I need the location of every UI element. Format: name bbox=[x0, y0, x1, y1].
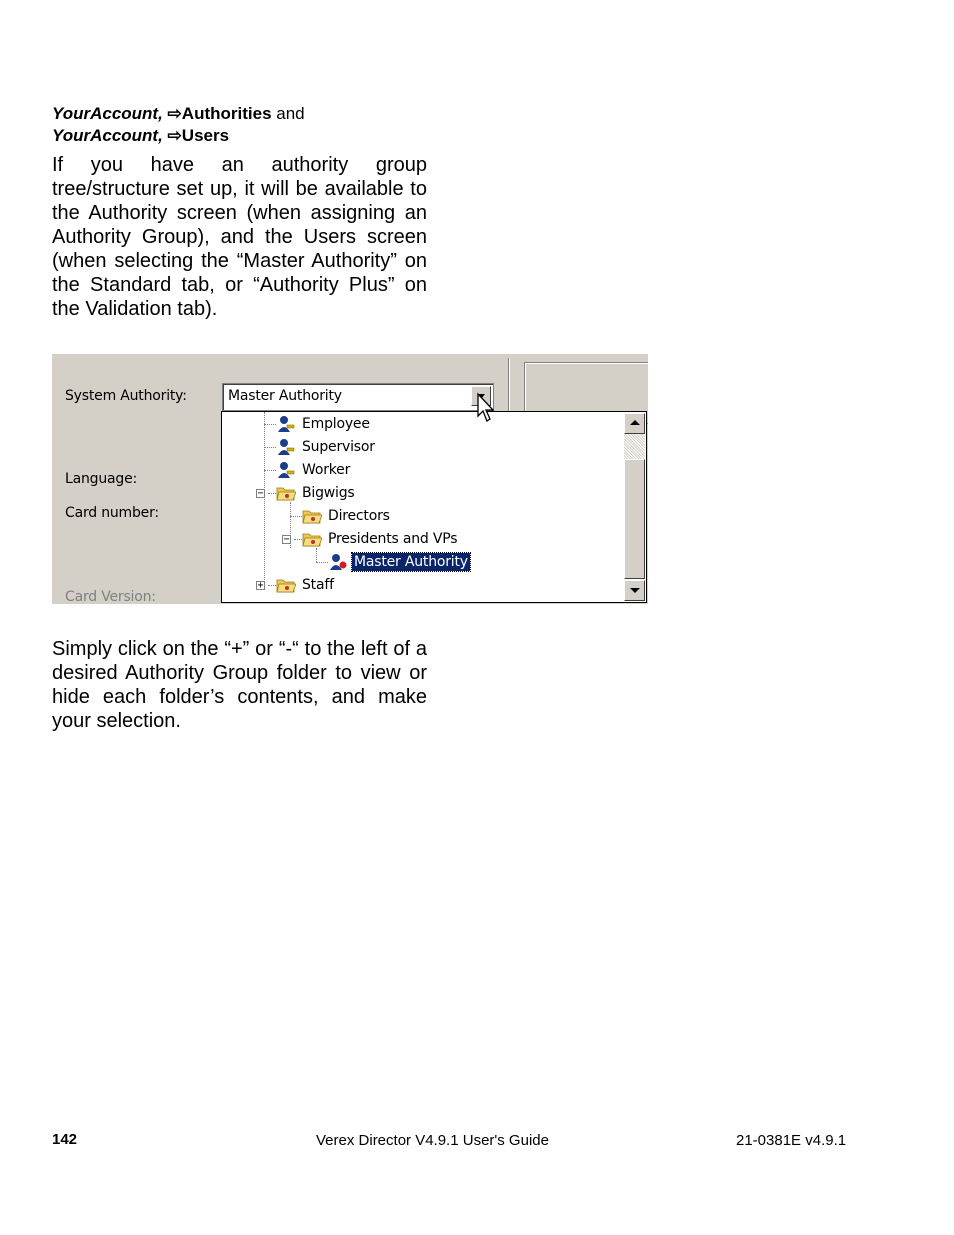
tree-item-employee[interactable] bbox=[276, 414, 372, 434]
tree-scrollbar[interactable] bbox=[624, 413, 645, 601]
path-account: YourAccount bbox=[52, 104, 159, 123]
language-label: Language: bbox=[65, 471, 138, 487]
expand-toggle-staff[interactable]: + bbox=[257, 580, 264, 591]
system-authority-combo[interactable] bbox=[222, 383, 494, 411]
path-separator: , bbox=[158, 126, 168, 145]
mouse-pointer-icon bbox=[476, 392, 496, 426]
page-number: 142 bbox=[52, 1131, 78, 1148]
user-key-icon bbox=[276, 461, 296, 479]
folder-open-icon bbox=[276, 484, 296, 502]
tree-item-label: Staff bbox=[302, 577, 334, 593]
path-suffix: and bbox=[271, 104, 305, 123]
path-item: Authorities bbox=[181, 104, 272, 123]
scroll-up-button[interactable] bbox=[624, 413, 645, 434]
tree-item-label: Worker bbox=[302, 462, 351, 478]
tree-item-label: Bigwigs bbox=[302, 485, 355, 501]
folder-open-icon bbox=[302, 530, 322, 548]
tree-item-master-authority[interactable] bbox=[328, 552, 470, 572]
collapse-toggle-bigwigs[interactable]: − bbox=[257, 488, 264, 499]
tree-item-label: Directors bbox=[328, 508, 390, 524]
authority-tree-dropdown[interactable] bbox=[221, 411, 647, 603]
scroll-down-button[interactable] bbox=[624, 580, 645, 601]
footer-title: Verex Director V4.9.1 User's Guide bbox=[316, 1132, 549, 1149]
tree-item-staff[interactable] bbox=[276, 575, 336, 595]
intro-paragraph: If you have an authority group tree/structure set up, it will be available to the Authority screen (when assigning an Authority Group), and the Users screen (when selecting the “Master Authority” on the Standard tab, or “Authority Plus” on the Validation tab). bbox=[52, 154, 427, 320]
path-separator: , bbox=[158, 104, 168, 123]
user-key-icon bbox=[276, 415, 296, 433]
card-version-label: Card Version: bbox=[65, 589, 156, 604]
footer-doc-id: 21-0381E v4.9.1 bbox=[736, 1132, 847, 1149]
tree-item-directors[interactable] bbox=[302, 506, 392, 526]
user-key-icon bbox=[276, 438, 296, 456]
path-item: Users bbox=[181, 126, 230, 145]
folder-open-icon bbox=[276, 576, 296, 594]
path-account: YourAccount bbox=[52, 126, 159, 145]
authority-dropdown-screenshot bbox=[52, 352, 648, 604]
instruction-paragraph: Simply click on the “+” or “-“ to the left of a desired Authority Group folder to view or hide each folder’s contents, and make your selection. bbox=[52, 638, 427, 732]
scroll-thumb[interactable] bbox=[624, 459, 645, 579]
menu-path-authorities bbox=[52, 103, 305, 125]
master-authority-icon bbox=[328, 553, 348, 571]
system-authority-label: System Authority: bbox=[65, 388, 187, 404]
arrow-icon: ⇨ bbox=[167, 126, 182, 145]
tree-item-label: Employee bbox=[302, 416, 370, 432]
tree-item-bigwigs[interactable] bbox=[276, 483, 357, 503]
tree-item-label: Master Authority bbox=[354, 554, 468, 570]
menu-path-users bbox=[52, 125, 229, 147]
card-number-label: Card number: bbox=[65, 505, 159, 521]
folder-open-icon bbox=[302, 507, 322, 525]
tree-item-supervisor[interactable] bbox=[276, 437, 377, 457]
collapse-toggle-presidents[interactable]: − bbox=[283, 534, 290, 545]
tree-item-presidents-and-vps[interactable] bbox=[302, 529, 459, 549]
arrow-icon: ⇨ bbox=[167, 104, 182, 123]
tree-item-label: Presidents and VPs bbox=[328, 531, 458, 547]
combo-value: Master Authority bbox=[228, 388, 342, 404]
tree-item-label: Supervisor bbox=[302, 439, 375, 455]
tree-item-worker[interactable] bbox=[276, 460, 352, 480]
